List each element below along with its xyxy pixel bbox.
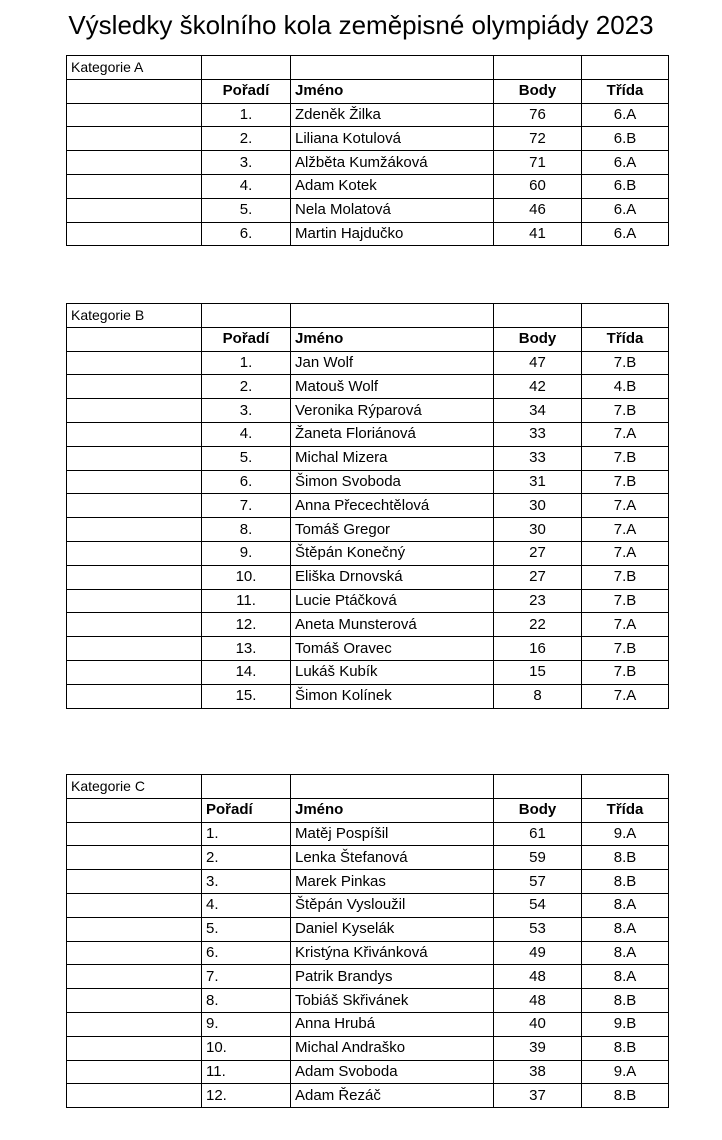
name-cell: Anna Přecechtělová (291, 494, 494, 518)
table-row (67, 446, 669, 470)
name-cell: Zdeněk Žilka (291, 103, 494, 127)
table-row (67, 846, 669, 870)
points-cell: 15 (494, 660, 582, 684)
points-cell: 27 (494, 565, 582, 589)
empty-cell (67, 494, 202, 518)
empty-cell (67, 870, 202, 894)
header-points: Body (494, 798, 582, 822)
name-cell: Štěpán Vysloužil (291, 893, 494, 917)
empty-cell (67, 822, 202, 846)
rank-cell: 2. (202, 375, 291, 399)
class-cell: 8.B (582, 1084, 669, 1108)
class-cell: 7.A (582, 541, 669, 565)
points-cell: 31 (494, 470, 582, 494)
rank-cell: 6. (202, 941, 291, 965)
empty-cell (67, 127, 202, 151)
table-row (67, 351, 669, 375)
empty-cell (67, 917, 202, 941)
category-c-body (67, 775, 669, 1108)
name-cell: Šimon Kolínek (291, 684, 494, 708)
table-row (67, 917, 669, 941)
class-cell: 7.B (582, 637, 669, 661)
points-cell: 46 (494, 198, 582, 222)
header-rank: Pořadí (202, 798, 291, 822)
rank-cell: 3. (202, 870, 291, 894)
rank-cell: 15. (202, 684, 291, 708)
table-row (67, 1060, 669, 1084)
empty-cell (291, 304, 494, 328)
empty-cell (67, 565, 202, 589)
class-cell: 9.A (582, 822, 669, 846)
page-title: Výsledky školního kola zeměpisné olympiády 2023 (68, 10, 654, 40)
table-row (67, 494, 669, 518)
empty-cell (67, 518, 202, 542)
points-cell: 76 (494, 103, 582, 127)
empty-cell (67, 103, 202, 127)
class-cell: 7.A (582, 613, 669, 637)
category-a-body (67, 56, 669, 246)
class-cell: 8.B (582, 846, 669, 870)
table-row (67, 1012, 669, 1036)
class-cell: 9.A (582, 1060, 669, 1084)
name-cell: Lucie Ptáčková (291, 589, 494, 613)
empty-cell (67, 470, 202, 494)
category-a-table (66, 55, 669, 246)
category-label-row (67, 56, 669, 80)
empty-cell (67, 798, 202, 822)
table-row (67, 174, 669, 198)
empty-cell (67, 351, 202, 375)
header-row (67, 327, 669, 351)
points-cell: 60 (494, 174, 582, 198)
empty-cell (67, 151, 202, 175)
points-cell: 30 (494, 518, 582, 542)
points-cell: 8 (494, 684, 582, 708)
empty-cell (67, 1036, 202, 1060)
points-cell: 71 (494, 151, 582, 175)
header-points: Body (494, 327, 582, 351)
header-class: Třída (582, 798, 669, 822)
name-cell: Lenka Štefanová (291, 846, 494, 870)
empty-cell (67, 637, 202, 661)
empty-cell (67, 174, 202, 198)
table-row (67, 151, 669, 175)
class-cell: 8.B (582, 870, 669, 894)
class-cell: 7.B (582, 589, 669, 613)
points-cell: 40 (494, 1012, 582, 1036)
table-row (67, 422, 669, 446)
rank-cell: 3. (202, 151, 291, 175)
table-row (67, 941, 669, 965)
class-cell: 4.B (582, 375, 669, 399)
header-class: Třída (582, 79, 669, 103)
empty-cell (67, 589, 202, 613)
empty-cell (494, 775, 582, 799)
name-cell: Matěj Pospíšil (291, 822, 494, 846)
name-cell: Adam Řezáč (291, 1084, 494, 1108)
empty-cell (67, 1012, 202, 1036)
table-row (67, 518, 669, 542)
rank-cell: 9. (202, 541, 291, 565)
table-row (67, 893, 669, 917)
class-cell: 7.A (582, 494, 669, 518)
category-c-table (66, 774, 669, 1108)
name-cell: Tomáš Gregor (291, 518, 494, 542)
empty-cell (67, 941, 202, 965)
header-rank: Pořadí (202, 327, 291, 351)
rank-cell: 6. (202, 470, 291, 494)
name-cell: Alžběta Kumžáková (291, 151, 494, 175)
rank-cell: 6. (202, 222, 291, 246)
name-cell: Martin Hajdučko (291, 222, 494, 246)
points-cell: 23 (494, 589, 582, 613)
empty-cell (67, 222, 202, 246)
name-cell: Jan Wolf (291, 351, 494, 375)
points-cell: 47 (494, 351, 582, 375)
table-row (67, 565, 669, 589)
name-cell: Matouš Wolf (291, 375, 494, 399)
name-cell: Štěpán Konečný (291, 541, 494, 565)
points-cell: 37 (494, 1084, 582, 1108)
empty-cell (67, 846, 202, 870)
points-cell: 57 (494, 870, 582, 894)
class-cell: 7.B (582, 351, 669, 375)
rank-cell: 5. (202, 917, 291, 941)
class-cell: 9.B (582, 1012, 669, 1036)
rank-cell: 9. (202, 1012, 291, 1036)
rank-cell: 3. (202, 399, 291, 423)
rank-cell: 1. (202, 822, 291, 846)
rank-cell: 5. (202, 198, 291, 222)
class-cell: 7.B (582, 660, 669, 684)
rank-cell: 5. (202, 446, 291, 470)
name-cell: Michal Mizera (291, 446, 494, 470)
empty-cell (582, 304, 669, 328)
name-cell: Nela Molatová (291, 198, 494, 222)
name-cell: Žaneta Floriánová (291, 422, 494, 446)
rank-cell: 1. (202, 103, 291, 127)
empty-cell (582, 775, 669, 799)
table-row (67, 684, 669, 708)
category-label: Kategorie A (67, 56, 202, 80)
points-cell: 41 (494, 222, 582, 246)
category-b-body (67, 304, 669, 709)
class-cell: 8.A (582, 941, 669, 965)
category-b-table (66, 303, 669, 709)
table-row (67, 870, 669, 894)
empty-cell (291, 775, 494, 799)
class-cell: 6.B (582, 174, 669, 198)
rank-cell: 14. (202, 660, 291, 684)
empty-cell (67, 893, 202, 917)
header-row (67, 798, 669, 822)
empty-cell (67, 198, 202, 222)
name-cell: Aneta Munsterová (291, 613, 494, 637)
empty-cell (67, 327, 202, 351)
empty-cell (582, 56, 669, 80)
rank-cell: 1. (202, 351, 291, 375)
table-row (67, 470, 669, 494)
table-row (67, 822, 669, 846)
table-row (67, 589, 669, 613)
table-row (67, 660, 669, 684)
points-cell: 22 (494, 613, 582, 637)
points-cell: 30 (494, 494, 582, 518)
empty-cell (67, 399, 202, 423)
class-cell: 6.A (582, 103, 669, 127)
table-row (67, 222, 669, 246)
header-rank: Pořadí (202, 79, 291, 103)
points-cell: 27 (494, 541, 582, 565)
table-row (67, 541, 669, 565)
points-cell: 72 (494, 127, 582, 151)
class-cell: 7.B (582, 565, 669, 589)
name-cell: Adam Svoboda (291, 1060, 494, 1084)
header-name: Jméno (291, 79, 494, 103)
points-cell: 61 (494, 822, 582, 846)
category-label: Kategorie C (67, 775, 202, 799)
rank-cell: 7. (202, 494, 291, 518)
rank-cell: 8. (202, 518, 291, 542)
empty-cell (67, 660, 202, 684)
class-cell: 6.A (582, 198, 669, 222)
rank-cell: 12. (202, 1084, 291, 1108)
name-cell: Tobiáš Skřivánek (291, 989, 494, 1013)
rank-cell: 2. (202, 846, 291, 870)
rank-cell: 10. (202, 1036, 291, 1060)
category-label: Kategorie B (67, 304, 202, 328)
class-cell: 7.B (582, 446, 669, 470)
points-cell: 53 (494, 917, 582, 941)
name-cell: Patrik Brandys (291, 965, 494, 989)
class-cell: 7.A (582, 422, 669, 446)
rank-cell: 8. (202, 989, 291, 1013)
name-cell: Daniel Kyselák (291, 917, 494, 941)
rank-cell: 11. (202, 1060, 291, 1084)
table-row (67, 198, 669, 222)
class-cell: 6.A (582, 151, 669, 175)
points-cell: 49 (494, 941, 582, 965)
header-row (67, 79, 669, 103)
empty-cell (202, 304, 291, 328)
rank-cell: 4. (202, 174, 291, 198)
empty-cell (67, 79, 202, 103)
rank-cell: 2. (202, 127, 291, 151)
name-cell: Šimon Svoboda (291, 470, 494, 494)
empty-cell (67, 684, 202, 708)
empty-cell (67, 375, 202, 399)
points-cell: 38 (494, 1060, 582, 1084)
rank-cell: 10. (202, 565, 291, 589)
points-cell: 16 (494, 637, 582, 661)
empty-cell (494, 56, 582, 80)
class-cell: 8.B (582, 989, 669, 1013)
table-row (67, 103, 669, 127)
empty-cell (67, 446, 202, 470)
name-cell: Liliana Kotulová (291, 127, 494, 151)
class-cell: 7.B (582, 399, 669, 423)
header-name: Jméno (291, 798, 494, 822)
empty-cell (202, 775, 291, 799)
rank-cell: 12. (202, 613, 291, 637)
name-cell: Michal Andraško (291, 1036, 494, 1060)
table-row (67, 375, 669, 399)
rank-cell: 7. (202, 965, 291, 989)
table-row (67, 1084, 669, 1108)
points-cell: 48 (494, 965, 582, 989)
name-cell: Eliška Drnovská (291, 565, 494, 589)
class-cell: 6.A (582, 222, 669, 246)
table-row (67, 965, 669, 989)
points-cell: 39 (494, 1036, 582, 1060)
empty-cell (67, 989, 202, 1013)
points-cell: 48 (494, 989, 582, 1013)
points-cell: 33 (494, 446, 582, 470)
rank-cell: 4. (202, 422, 291, 446)
empty-cell (202, 56, 291, 80)
table-row (67, 613, 669, 637)
name-cell: Veronika Rýparová (291, 399, 494, 423)
empty-cell (67, 422, 202, 446)
rank-cell: 11. (202, 589, 291, 613)
class-cell: 7.B (582, 470, 669, 494)
points-cell: 33 (494, 422, 582, 446)
name-cell: Kristýna Křivánková (291, 941, 494, 965)
table-row (67, 989, 669, 1013)
header-class: Třída (582, 327, 669, 351)
class-cell: 8.A (582, 965, 669, 989)
name-cell: Marek Pinkas (291, 870, 494, 894)
empty-cell (67, 613, 202, 637)
category-label-row (67, 304, 669, 328)
name-cell: Tomáš Oravec (291, 637, 494, 661)
name-cell: Anna Hrubá (291, 1012, 494, 1036)
points-cell: 42 (494, 375, 582, 399)
empty-cell (291, 56, 494, 80)
header-name: Jméno (291, 327, 494, 351)
rank-cell: 4. (202, 893, 291, 917)
table-row (67, 399, 669, 423)
class-cell: 8.A (582, 893, 669, 917)
class-cell: 8.A (582, 917, 669, 941)
name-cell: Adam Kotek (291, 174, 494, 198)
empty-cell (67, 1084, 202, 1108)
class-cell: 6.B (582, 127, 669, 151)
empty-cell (67, 541, 202, 565)
class-cell: 7.A (582, 684, 669, 708)
points-cell: 59 (494, 846, 582, 870)
rank-cell: 13. (202, 637, 291, 661)
class-cell: 7.A (582, 518, 669, 542)
table-row (67, 1036, 669, 1060)
table-row (67, 637, 669, 661)
category-label-row (67, 775, 669, 799)
name-cell: Lukáš Kubík (291, 660, 494, 684)
empty-cell (67, 1060, 202, 1084)
points-cell: 54 (494, 893, 582, 917)
table-row (67, 127, 669, 151)
empty-cell (494, 304, 582, 328)
class-cell: 8.B (582, 1036, 669, 1060)
empty-cell (67, 965, 202, 989)
header-points: Body (494, 79, 582, 103)
points-cell: 34 (494, 399, 582, 423)
